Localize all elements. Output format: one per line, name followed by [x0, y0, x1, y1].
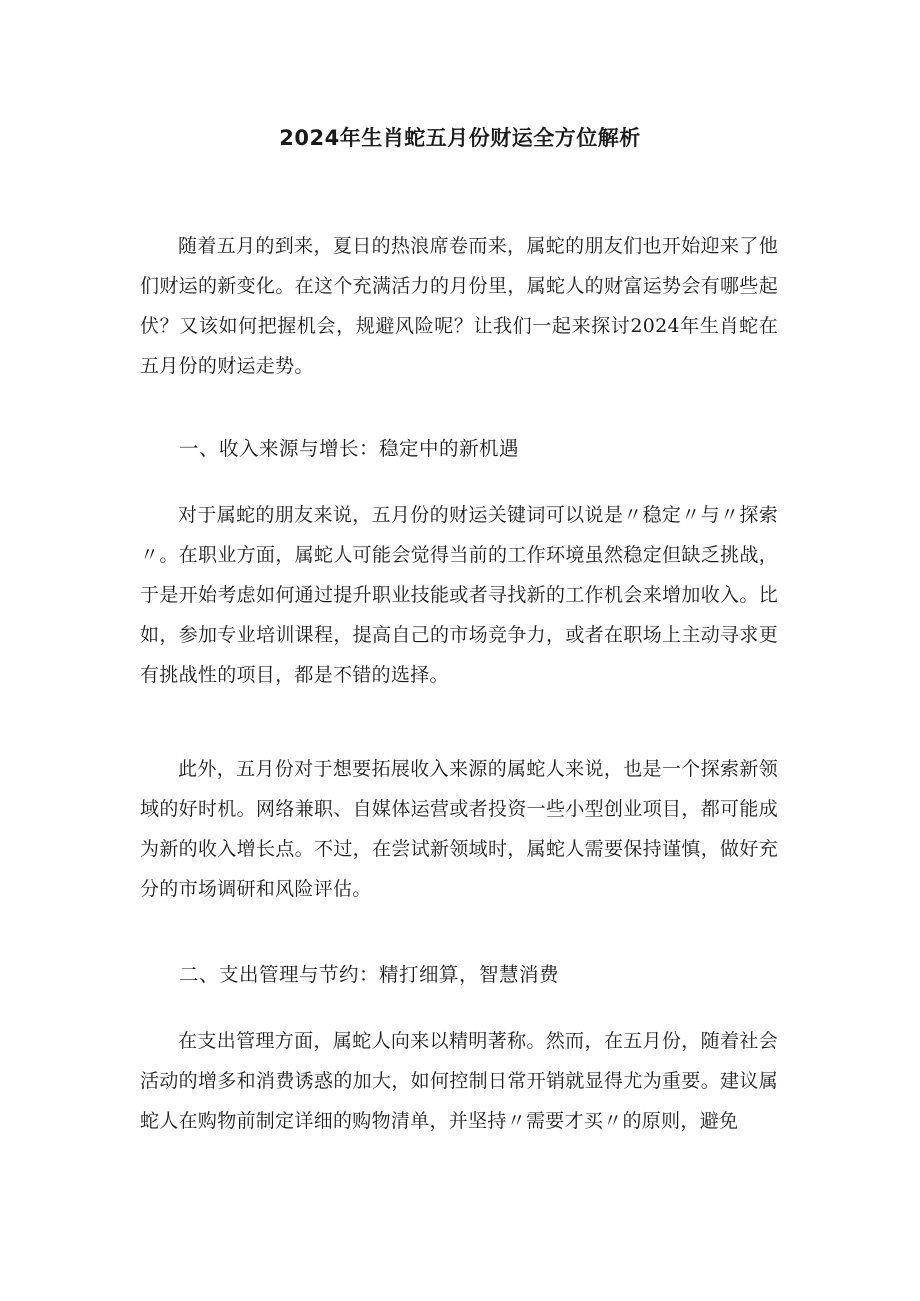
section-1-heading: 一、收入来源与增长：稳定中的新机遇	[179, 437, 520, 460]
section-1-paragraph-1: 对于属蛇的朋友来说，五月份的财运关键词可以说是〃稳定〃与〃探索〃。在职业方面，属蛇人可能会觉得当前的工作环境虽然稳定但缺乏挑战，于是开始考虑如何通过提升职业技能或者寻找新的工作机会来增加收入。比如，参加专业培训课程，提高自己的市场竞争力，或者在职场上主动寻求更有挑战性的项目，都是不错的选择。	[140, 504, 778, 686]
section-2-paragraph-1: 在支出管理方面，属蛇人向来以精明著称。然而，在五月份，随着社会活动的增多和消费诱惑的加大，如何控制日常开销就显得尤为重要。建议属蛇人在购物前制定详细的购物清单，并坚持〃需要才买〃的原则，避免	[140, 1030, 778, 1132]
section-2-heading: 二、支出管理与节约：精打细算，智慧消费	[179, 963, 560, 986]
intro-paragraph: 随着五月的到来，夏日的热浪席卷而来，属蛇的朋友们也开始迎来了他们财运的新变化。在这个充满活力的月份里，属蛇人的财富运势会有哪些起伏？又该如何把握机会，规避风险呢？让我们一起来探讨2024年生肖蛇在五月份的财运走势。	[140, 235, 778, 377]
section-1-paragraph-2: 此外，五月份对于想要拓展收入来源的属蛇人来说，也是一个探索新领域的好时机。网络兼职、自媒体运营或者投资一些小型创业项目，都可能成为新的收入增长点。不过，在尝试新领域时，属蛇人需要保持谨慎，做好充分的市场调研和风险评估。	[140, 758, 778, 900]
document-title: 2024年生肖蛇五月份财运全方位解析	[279, 126, 641, 150]
